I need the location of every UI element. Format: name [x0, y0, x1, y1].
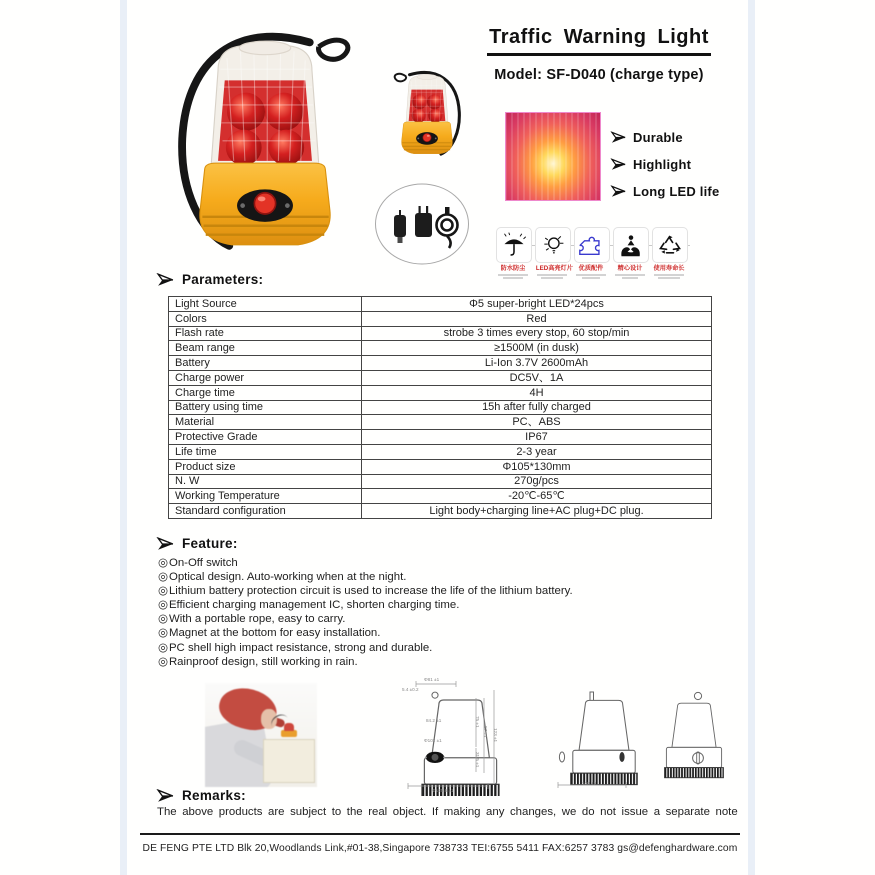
feature-item: [158, 570, 573, 584]
feature-item: [158, 655, 573, 669]
parameter-row: [169, 430, 712, 445]
parameter-row: [169, 504, 712, 519]
parameter-row: [169, 459, 712, 474]
feature-item: [158, 612, 573, 626]
dimension-label: 87 ±1: [483, 726, 488, 738]
model-number: Model: SF-D040 (charge type): [494, 67, 704, 83]
parameter-label: Protective Grade: [169, 430, 362, 445]
parameter-label: Material: [169, 415, 362, 430]
parameter-row: [169, 311, 712, 326]
feature-item: [158, 556, 573, 570]
parameter-value: Light body+charging line+AC plug+DC plug.: [362, 504, 712, 519]
accessories-photo: [374, 183, 470, 265]
parameter-label: Beam range: [169, 341, 362, 356]
highlight-item: [610, 155, 719, 174]
highlight-item: [610, 182, 719, 201]
badge-waterproof: [496, 227, 530, 279]
page-edge-strip-left: [120, 0, 127, 875]
parameter-row: [169, 385, 712, 400]
highlight-item: [610, 128, 719, 147]
arrow-bullet-icon: [610, 185, 627, 198]
parameter-value: DC5V、1A: [362, 370, 712, 385]
highlight-label: Durable: [633, 130, 683, 145]
feature-bullet: ◎: [158, 557, 168, 569]
umbrella-rain-icon: [501, 232, 527, 258]
highlight-list: [610, 128, 719, 209]
parameter-label: Battery: [169, 356, 362, 371]
dimension-label: Φ102 ±1: [424, 738, 442, 743]
dimension-label: 108 ±2: [582, 781, 597, 786]
parameter-label: Charge time: [169, 385, 362, 400]
feature-bullet: ◎: [158, 655, 168, 668]
badge-label: 使用寿命长: [653, 265, 685, 272]
recycle-icon: [657, 232, 683, 258]
page-title: Traffic Warning Light: [487, 26, 711, 56]
feature-bullet: ◎: [158, 641, 168, 654]
dimension-label: 84.2 ±1: [426, 718, 442, 723]
parameters-table: [168, 296, 712, 519]
parameter-value: ≥1500M (in dusk): [362, 341, 712, 356]
feature-text: Rainproof design, still working in rain.: [168, 655, 358, 668]
badge-label: 优质配件: [578, 265, 604, 272]
parameter-label: Charge power: [169, 370, 362, 385]
feature-bullet: ◎: [158, 613, 168, 626]
badge-label: 精心设计: [617, 265, 643, 272]
feature-item: [158, 598, 573, 612]
parameter-value: 4H: [362, 385, 712, 400]
car-charger-icon: [394, 215, 406, 237]
parameter-row: [169, 297, 712, 312]
feature-text: Optical design. Auto-working when at the night.: [168, 571, 407, 584]
parameter-label: Standard configuration: [169, 504, 362, 519]
feature-text: On-Off switch: [168, 557, 238, 569]
badge-label: LED高亮灯片: [535, 265, 573, 272]
parameter-label: Flash rate: [169, 326, 362, 341]
badge-label: 防水防尘: [500, 265, 526, 272]
parameter-value: Red: [362, 311, 712, 326]
feature-text: With a portable rope, easy to carry.: [168, 613, 346, 626]
parameter-row: [169, 444, 712, 459]
parameter-value: Φ105*130mm: [362, 459, 712, 474]
feature-text: Efficient charging management IC, shorten charging time.: [168, 599, 460, 612]
feature-bullet: ◎: [158, 585, 168, 598]
remarks-text: The above products are subject to the real object. If making any changes, we do not issue a separate note: [157, 806, 738, 818]
parameter-value: PC、ABS: [362, 415, 712, 430]
feature-text: PC shell high impact resistance, strong and durable.: [168, 641, 433, 654]
puzzle-icon: [579, 232, 605, 258]
parameter-value: Φ5 super-bright LED*24pcs: [362, 297, 712, 312]
feature-text: Magnet at the bottom for easy installation.: [168, 627, 381, 640]
dimension-label: 31.5 ±1: [475, 752, 480, 768]
badge-led-bright: [535, 227, 573, 279]
footer-divider: [140, 833, 740, 835]
feature-item: [158, 641, 573, 655]
parameter-value: 2-3 year: [362, 444, 712, 459]
parameter-row: [169, 415, 712, 430]
company-contact-footer: DE FENG PTE LTD Blk 20,Woodlands Link,#01-38,Singapore 738733 TEI:6755 5411 FAX:6257 3783 gs@defenghardware.com: [142, 843, 738, 854]
arrow-bullet-icon: [156, 273, 175, 287]
parameter-row: [169, 341, 712, 356]
parameter-label: Life time: [169, 444, 362, 459]
parameter-label: N. W: [169, 474, 362, 489]
bulb-icon: [540, 232, 566, 258]
parameter-label: Light Source: [169, 297, 362, 312]
product-photo-small: [383, 66, 471, 162]
page-edge-strip-right: [748, 0, 755, 875]
parameter-value: 270g/pcs: [362, 474, 712, 489]
feature-item: [158, 626, 573, 640]
badge-long-life: [652, 227, 686, 279]
dimension-label: 75 ±1: [475, 716, 480, 728]
badge-careful-design: [613, 227, 647, 279]
feature-bullet: ◎: [158, 571, 168, 584]
highlight-label: Long LED life: [633, 184, 720, 199]
feature-bullet: ◎: [158, 599, 168, 612]
product-photo-large: [150, 20, 380, 266]
parameter-row: [169, 489, 712, 504]
arrow-bullet-icon: [610, 131, 627, 144]
dimension-drawing-side: [530, 688, 654, 792]
feature-bullet: ◎: [158, 627, 168, 640]
dimension-label: 123 ±1: [493, 728, 498, 743]
hands-care-icon: [618, 232, 644, 258]
parameter-label: Working Temperature: [169, 489, 362, 504]
feature-text: Lithium battery protection circuit is used to increase the life of the lithium battery.: [168, 585, 573, 598]
parameter-row: [169, 474, 712, 489]
arrow-bullet-icon: [156, 789, 175, 803]
parameter-label: Product size: [169, 459, 362, 474]
parameter-row: [169, 400, 712, 415]
feature-heading: Feature:: [156, 536, 238, 551]
parameter-row: [169, 370, 712, 385]
parameter-label: Battery using time: [169, 400, 362, 415]
highlight-label: Highlight: [633, 157, 692, 172]
feature-list: [158, 556, 573, 669]
remarks-heading: Remarks:: [156, 788, 246, 803]
dimension-drawing-back: [652, 688, 744, 788]
parameter-row: [169, 356, 712, 371]
parameter-label: Colors: [169, 311, 362, 326]
badge-quality-parts: [574, 227, 608, 279]
parameter-value: strobe 3 times every stop, 60 stop/min: [362, 326, 712, 341]
parameters-heading: Parameters:: [156, 272, 263, 287]
dimension-label: Φ125.6 ±1: [432, 788, 454, 793]
arrow-bullet-icon: [156, 537, 175, 551]
parameter-row: [169, 326, 712, 341]
parameter-value: -20℃-65℃: [362, 489, 712, 504]
feature-badges: [496, 227, 686, 279]
feature-item: [158, 584, 573, 598]
parameter-value: Li-Ion 3.7V 2600mAh: [362, 356, 712, 371]
arrow-bullet-icon: [610, 158, 627, 171]
parameter-value: 15h after fully charged: [362, 400, 712, 415]
dimension-drawing-front: [372, 678, 522, 796]
application-photo: [205, 683, 317, 787]
glowing-beacon-photo: [505, 112, 601, 201]
parameter-value: IP67: [362, 430, 712, 445]
title-block: [483, 26, 715, 83]
dimension-label: 5.4 ±0.2: [402, 687, 419, 692]
dimension-label: Φ81 ±1: [424, 677, 440, 682]
